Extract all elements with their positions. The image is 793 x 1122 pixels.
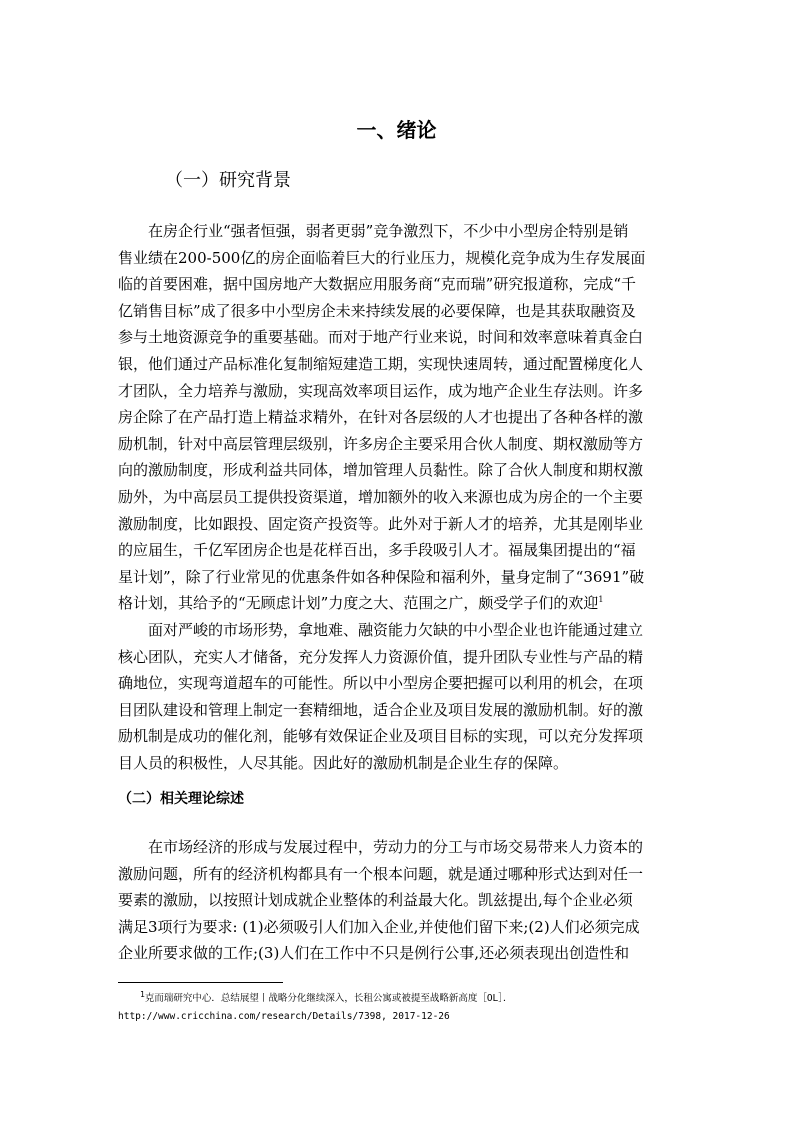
text-line: 励机制，针对中高层管理层级别，许多房企主要采用合伙人制度、期权激励等方: [118, 434, 644, 453]
text-line: 售业绩在200-500亿的房企面临着巨大的行业压力，规模化竞争成为生存发展面: [118, 248, 646, 267]
section-title-related-theory: （二）相关理论综述: [118, 791, 244, 807]
paragraph-research-background-2: [118, 617, 663, 777]
footnote-reference[interactable]: 1: [598, 595, 604, 605]
text-line: 临的首要困难，据中国房地产大数据应用服务商“克而瑞”研究报道称，完成“千: [118, 275, 637, 294]
paragraph-research-background-1: [118, 218, 663, 617]
text-line-content: 格计划，其给予的“无顾虑计划”力度之大、范围之广，颇受学子们的欢迎: [118, 594, 599, 613]
text-line: 满足3项行为要求: (1)必须吸引人们加入企业,并使他们留下来;(2)人们必须完成: [118, 917, 640, 936]
footnote-citation: 克而瑞研究中心．总结展望丨战略分化继续深入，长租公寓或被提至战略新高度［OL］．: [144, 993, 513, 1004]
text-line: 激励制度，比如跟投、固定资产投资等。此外对于新人才的培养，尤其是刚毕业: [118, 514, 644, 533]
footnote-divider: [118, 982, 283, 983]
text-line: 确地位，实现弯道超车的可能性。所以中小型房企要把握可以利用的机会，在项: [118, 674, 644, 693]
text-line: 激励问题，所有的经济机构都具有一个根本问题，就是通过哪种形式达到对任一: [118, 864, 644, 883]
text-line: [118, 590, 663, 617]
footnote-url[interactable]: http://www.cricchina.com/research/Details/7398, 2017-12-26: [118, 1011, 450, 1022]
footnote-line: [118, 990, 678, 1008]
text-line: 核心团队，充实人才储备，充分发挥人力资源价值，提升团队专业性与产品的精: [118, 647, 644, 666]
text-line: 的应届生，千亿军团房企也是花样百出，多手段吸引人才。福晟集团提出的“福: [118, 541, 636, 560]
footnote-mark: 1: [140, 989, 145, 999]
text-line: 在市场经济的形成与发展过程中，劳动力的分工与市场交易带来人力资本的: [118, 838, 644, 856]
footnote: [118, 990, 678, 1026]
text-line: 要素的激励，以按照计划成就企业整体的利益最大化。凯兹提出,每个企业必须: [118, 891, 633, 910]
text-line: 励机制是成功的催化剂，能够有效保证企业及项目目标的实现，可以充分发挥项: [118, 727, 644, 746]
text-line: 企业所要求做的工作;(3)人们在工作中不只是例行公事,还必须表现出创造性和: [118, 944, 630, 963]
text-line: 向的激励制度，形成利益共同体，增加管理人员黏性。除了合伙人制度和期权激: [118, 461, 644, 480]
text-line: 才团队，全力培养与激励，实现高效率项目运作，成为地产企业生存法则。许多: [118, 381, 644, 400]
paragraph-related-theory: [118, 834, 663, 967]
text-line: 参与土地资源竞争的重要基础。而对于地产行业来说，时间和效率意味着真金白: [118, 328, 644, 347]
text-line: 银，他们通过产品标准化复制缩短建造工期，实现快速周转，通过配置梯度化人: [118, 354, 644, 373]
text-line: 目人员的积极性，人尽其能。因此好的激励机制是企业生存的保障。: [118, 753, 569, 772]
section-title-research-background: （一）研究背景: [165, 170, 291, 191]
text-line: 亿销售目标”成了很多中小型房企未来持续发展的必要保障，也是其获取融资及: [118, 301, 636, 320]
text-line: 励外，为中高层员工提供投资渠道，增加额外的收入来源也成为房企的一个主要: [118, 487, 644, 506]
text-line: 房企除了在产品打造上精益求精外，在针对各层级的人才也提出了各种各样的激: [118, 408, 644, 427]
text-line: 星计划”，除了行业常见的优惠条件如各种保险和福利外，量身定制了“3691”破: [118, 567, 645, 586]
chapter-title: 一、绪论: [356, 118, 437, 142]
text-line: 目团队建设和管理上制定一套精细地，适合企业及项目发展的激励机制。好的激: [118, 700, 644, 719]
text-line: 面对严峻的市场形势，拿地难、融资能力欠缺的中小型企业也许能通过建立: [118, 621, 644, 639]
text-line: 在房企行业“强者恒强，弱者更弱”竞争激烈下，不少中小型房企特别是销: [118, 222, 629, 240]
